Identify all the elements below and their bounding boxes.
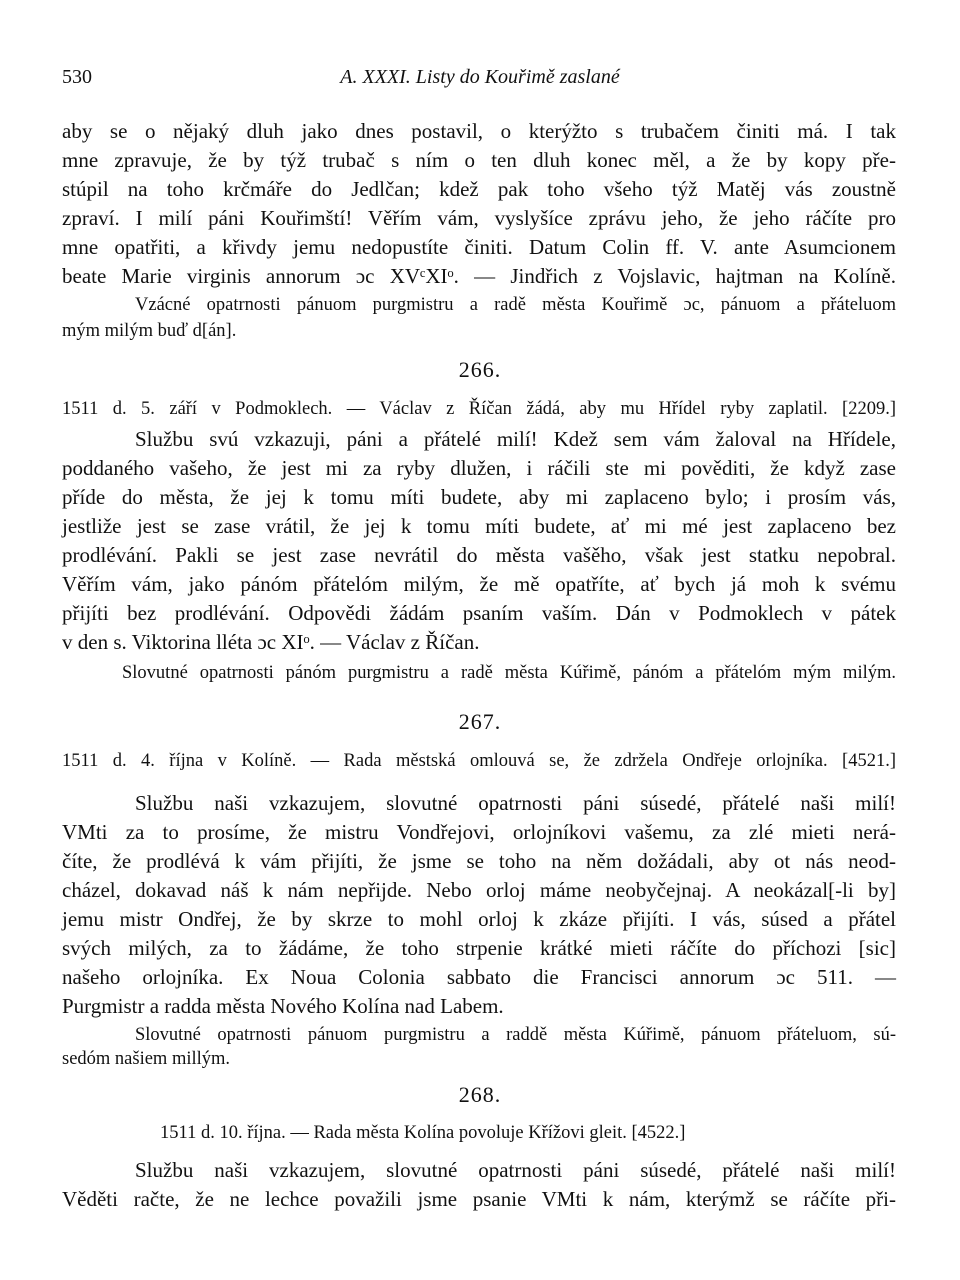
letter-summary: 1511 d. 10. října. — Rada města Kolína povoluje Křížovi gleit. [4522.]	[160, 1123, 686, 1143]
letter-number: 266.	[458, 357, 502, 382]
letter-number: 267.	[458, 709, 502, 734]
text-line: poddaného vašeho, že jest mi za ryby dlužen, i ráčili ste mi pověditi, že když zase	[62, 456, 896, 480]
text-line: Službu svú vzkazuji, páni a přátelé milí! Kdež sem vám žaloval na Hřídele,	[135, 427, 896, 451]
text-line: Věděti račte, že ne lechce považili jsme psanie VMti k nám, kterýmž se ráčíte při-	[62, 1187, 896, 1211]
text-line: příde do města, že jej k tomu míti budete, aby mi zaplaceno bylo; i prosím vás,	[62, 485, 896, 509]
letter-summary: 1511 d. 4. října v Kolíně. — Rada městská omlouvá se, že zdržela Ondřeje orlojníka. [4521.]	[62, 751, 896, 771]
text-line: přijíti bez prodlévání. Odpovědi žádám psaním vaším. Dán v Podmoklech v pátek	[62, 601, 896, 625]
text-line: našeho orlojníka. Ex Noua Colonia sabbato die Francisci annorum ɔc 511. —	[62, 965, 896, 989]
address-line: mým milým buď d[án].	[62, 321, 237, 341]
text-line: Purgmistr a radda města Nového Kolína nad Labem.	[62, 994, 504, 1018]
text-line: cházel, dokavad náš k nám nepřijde. Nebo orloj máme neobyčejnaj. A neokázal[-li by]	[62, 878, 896, 902]
letter-summary: 1511 d. 5. září v Podmoklech. — Václav z Říčan žádá, aby mu Hřídel ryby zaplatil. [2209.]	[62, 399, 896, 419]
address-line: Vzácné opatrnosti pánuom purgmistru a radě města Kouřimě ɔc, pánuom a přáteluom	[135, 295, 896, 315]
text-line: jestliže jest se zase vrátil, že jej k tomu míti budete, ať mi mé jest zaplaceno bez	[62, 514, 896, 538]
text-line: jemu mistr Ondřej, že by skrze to mohl orloj k zkáze přijíti. I vás, súsed a přátel	[62, 907, 896, 931]
page-number: 530	[62, 66, 92, 88]
text-line: Věřím vám, jako pánóm přátelóm milým, že mě opatříte, ať bych já moh k svému	[62, 572, 896, 596]
text-line: svých milých, za to žádáme, že toho strpenie krátké mieti ráčíte do příchozi [sic]	[62, 936, 896, 960]
text-line: číte, že prodlévá k vám přijíti, že jsme se toho na něm dožádali, aby ot nás neod-	[62, 849, 896, 873]
text-line: Službu naši vzkazujem, slovutné opatrnosti páni súsedé, přátelé naši milí!	[135, 791, 896, 815]
text-line: mne opatřiti, a křivdy jemu nedopustíte činiti. Datum Colin ff. V. ante Asumcionem	[62, 235, 896, 259]
text-line: stúpil na toho krčmáře do Jedlčan; kdež pak toho všeho týž Matěj vás zoustně	[62, 177, 896, 201]
address-line: Slovutné opatrnosti pánuom purgmistru a raddě města Kúřimě, pánuom přáteluom, sú-	[135, 1025, 896, 1045]
text-line: aby se o nějaký dluh jako dnes postavil, o kterýžto s trubačem činiti má. I tak	[62, 119, 896, 143]
address-line: sedóm našiem millým.	[62, 1049, 231, 1069]
text-line: Službu naši vzkazujem, slovutné opatrnosti páni súsedé, přátelé naši milí!	[135, 1158, 896, 1182]
letter-number: 268.	[458, 1082, 502, 1107]
text-line: zpraví. I milí páni Kouřimští! Věřím vám, vyslyšíce zprávu jeho, že jeho ráčíte pro	[62, 206, 896, 230]
text-line: beate Marie virginis annorum ɔc XVᶜXIᵒ. — Jindřich z Vojslavic, hajtman na Kolíně.	[62, 264, 896, 288]
text-line: VMti za to prosíme, že mistru Vondřejovi, orlojníkovi vašemu, za zlé mieti nerá-	[62, 820, 896, 844]
text-line: mne zpravuje, že by týž trubač s ním o ten dluh konec měl, a že by kopy pře-	[62, 148, 896, 172]
text-line: v den s. Viktorina lléta ɔc XIᵒ. — Václav z Říčan.	[62, 630, 480, 654]
text-line: prodlévání. Pakli se jest zase nevrátil do města vašěho, však jest statku nepobral.	[62, 543, 896, 567]
address-line: Slovutné opatrnosti pánóm purgmistru a radě města Kúřimě, pánóm a přátelóm mým milým.	[122, 663, 896, 683]
running-title: A. XXXI. Listy do Kouřimě zaslané	[340, 66, 620, 88]
